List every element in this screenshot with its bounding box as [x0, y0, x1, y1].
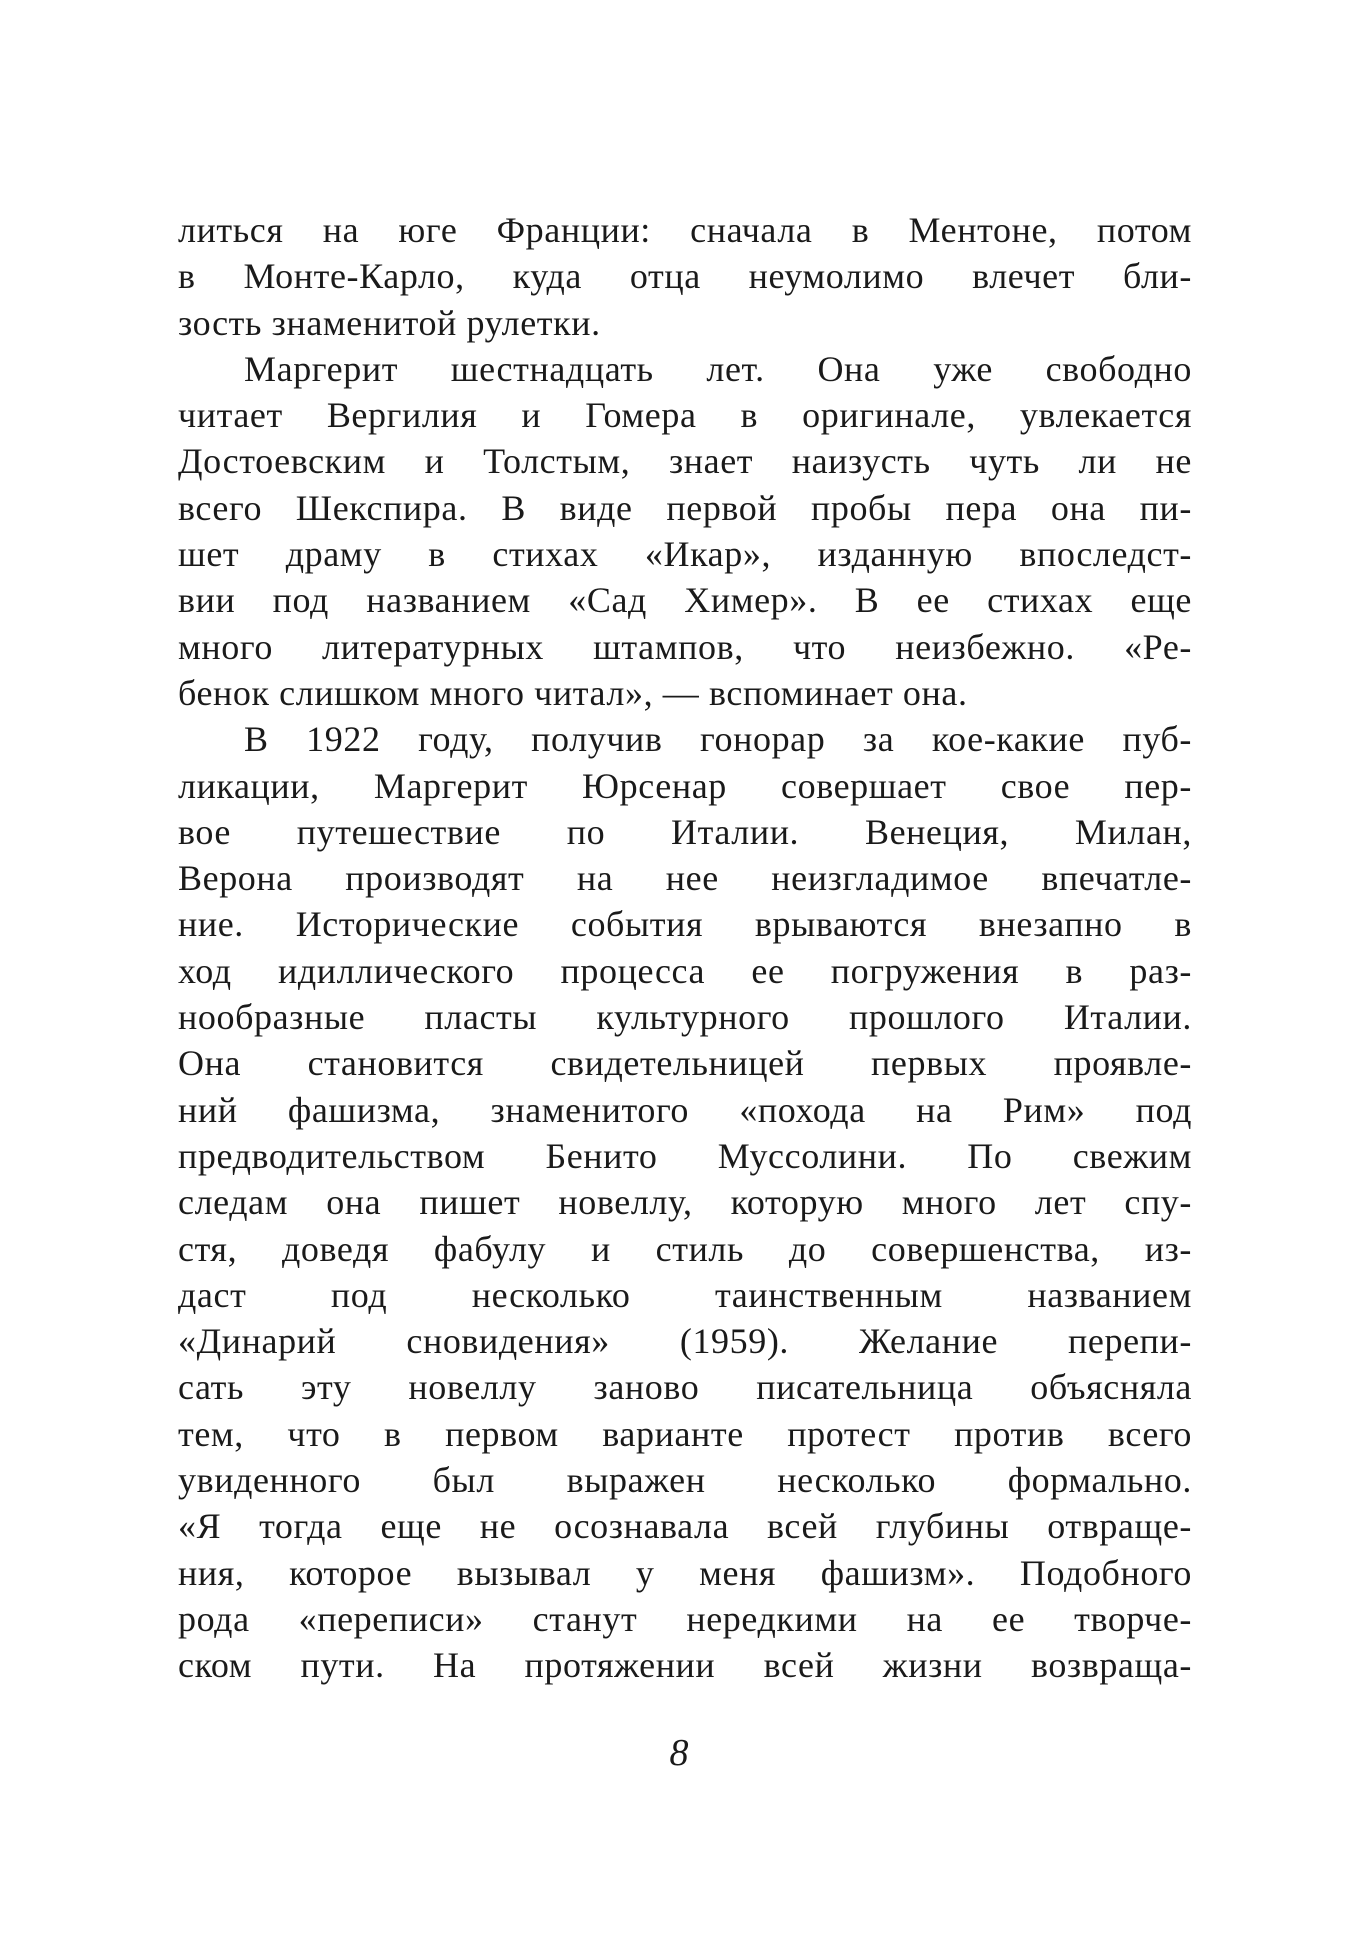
text-line: ском пути. На протяжении всей жизни возвраща- — [178, 1645, 1192, 1686]
text-line: сать эту новеллу заново писательница объясняла — [178, 1367, 1192, 1408]
page-number: 8 — [669, 1732, 689, 1774]
text-line: Достоевским и Толстым, знает наизусть чуть ли не — [178, 441, 1192, 482]
text-line: ние. Исторические события врываются внезапно в — [178, 904, 1192, 945]
text-line: ликации, Маргерит Юрсенар совершает свое пер- — [178, 765, 1192, 806]
text-line: вии под названием «Сад Химер». В ее стихах еще — [178, 580, 1192, 621]
text-line: увиденного был выражен несколько формально. — [178, 1460, 1192, 1501]
text-line: ния, которое вызывал у меня фашизм». Подобного — [178, 1552, 1192, 1593]
text-line: всего Шекспира. В виде первой пробы пера она пи- — [178, 487, 1192, 528]
text-line: литься на юге Франции: сначала в Ментоне, потом — [178, 210, 1192, 250]
text-line: следам она пишет новеллу, которую много лет спу- — [178, 1182, 1192, 1223]
text-line: шет драму в стихах «Икар», изданную впоследст- — [178, 534, 1192, 575]
text-line: зость знаменитой рулетки. — [178, 302, 601, 343]
text-line: «Я тогда еще не осознавала всей глубины отвраще- — [178, 1506, 1192, 1547]
text-line: читает Вергилия и Гомера в оригинале, увлекается — [178, 395, 1192, 436]
text-line: Маргерит шестнадцать лет. Она уже свободно — [244, 348, 1192, 389]
text-line: «Динарий сновидения» (1959). Желание перепи- — [178, 1321, 1192, 1362]
body-text — [178, 207, 1192, 1689]
text-line: предводительством Бенито Муссолини. По свежим — [178, 1135, 1192, 1176]
text-line: стя, доведя фабулу и стиль до совершенства, из- — [178, 1228, 1192, 1269]
text-line: рода «переписи» станут нередкими на ее творче- — [178, 1598, 1192, 1639]
text-line: вое путешествие по Италии. Венеция, Милан, — [178, 811, 1192, 852]
text-line: ний фашизма, знаменитого «похода на Рим» под — [178, 1089, 1192, 1130]
text-line: нообразные пласты культурного прошлого Италии. — [178, 997, 1192, 1038]
text-line: Верона производят на нее неизгладимое впечатле- — [178, 858, 1192, 899]
text-line: в Монте-Карло, куда отца неумолимо влечет бли- — [178, 256, 1192, 297]
text-line: тем, что в первом варианте протест против всего — [178, 1413, 1192, 1454]
text-line: ход идиллического процесса ее погружения в раз- — [178, 950, 1192, 991]
text-line: бенок слишком много читал», — вспоминает она. — [178, 672, 968, 713]
text-line: В 1922 году, получив гонорар за кое-какие пуб- — [244, 719, 1192, 760]
text-line: много литературных штампов, что неизбежно. «Ре- — [178, 626, 1192, 667]
text-line: Она становится свидетельницей первых проявле- — [178, 1043, 1192, 1084]
text-line: даст под несколько таинственным названием — [178, 1274, 1192, 1315]
